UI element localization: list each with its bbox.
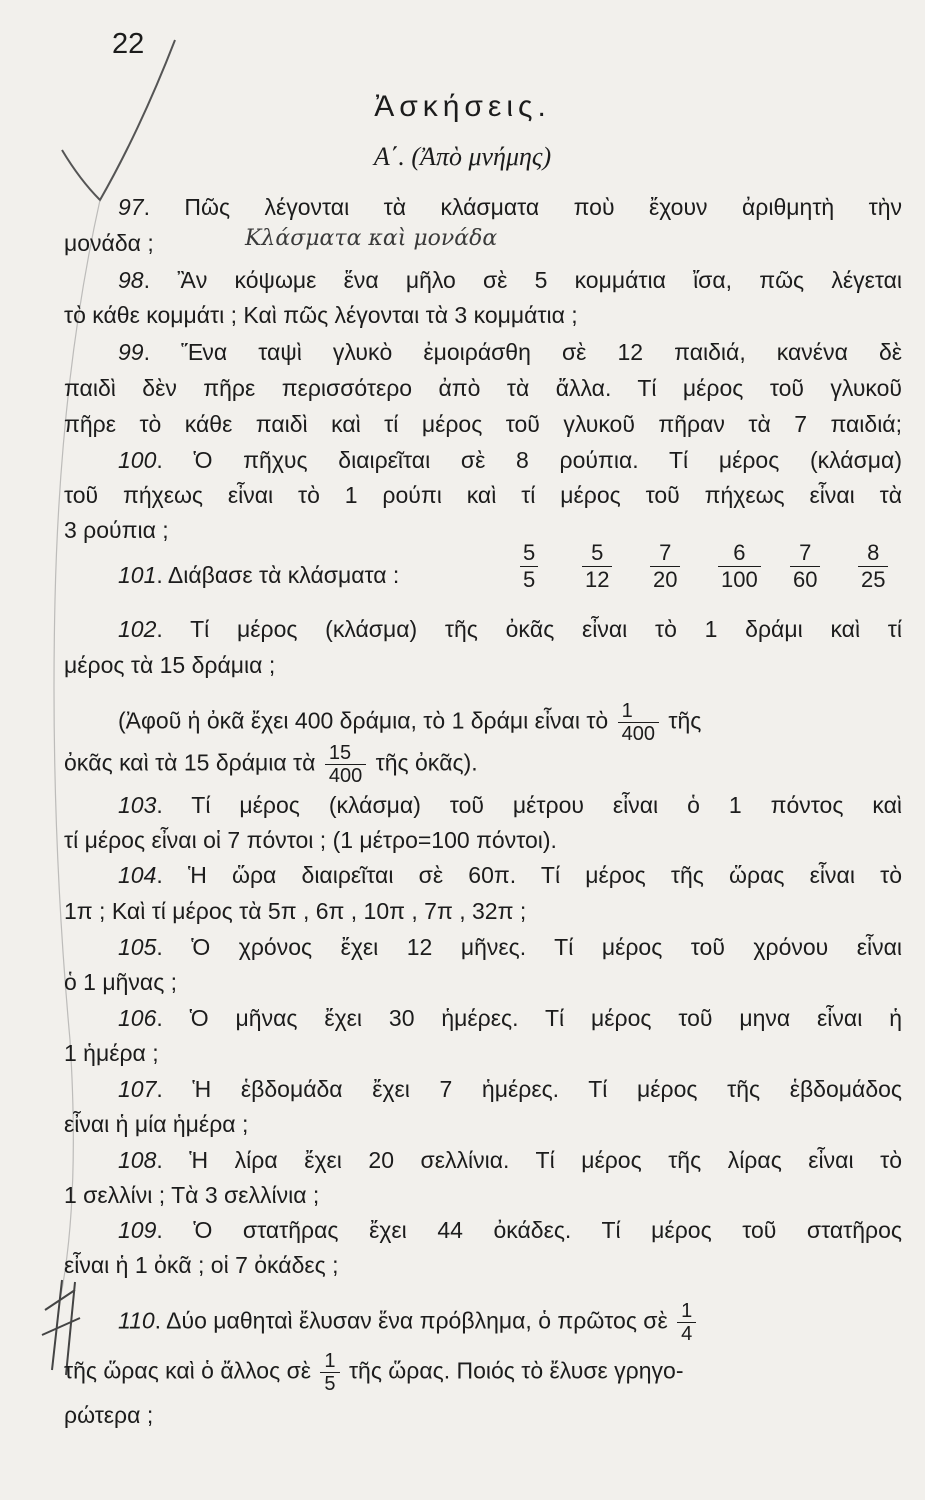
exercise-105-line-1: 105. Ὁ χρόνος ἔχει 12 μῆνες. Τί μέρος τοῦ χρόνου εἶναι <box>118 934 902 960</box>
exercise-102-line-2: μέρος τὰ 15 δράμια ; <box>64 652 276 678</box>
exercise-108-line-2: 1 σελλίνι ; Τὰ 3 σελλίνια ; <box>64 1182 320 1208</box>
exercise-110-line-1: 110. Δύο μαθηταὶ ἔλυσαν ἕνα πρόβλημα, ὁ πρῶτος σὲ $\frac{1}{4}$ <box>118 1300 699 1345</box>
exercise-110-line-3: ρώτερα ; <box>64 1402 154 1428</box>
fraction: $\frac{1}{4}$ <box>677 1300 696 1345</box>
handwritten-note: Κλάσματα καὶ μονάδα <box>245 226 498 251</box>
page-number: 22 <box>112 28 145 60</box>
exercise-108-line-1: 108. Ἡ λίρα ἔχει 20 σελλίνια. Τί μέρος τῆς λίρας εἶναι τὸ <box>118 1147 902 1173</box>
exercise-103-line-1: 103. Τί μέρος (κλάσμα) τοῦ μέτρου εἶναι ὁ 1 πόντος καὶ <box>118 792 902 818</box>
exercise-105-line-2: ὁ 1 μῆνας ; <box>64 969 178 995</box>
exercise-102-line-3: (Ἀφοῦ ἡ ὀκᾶ ἔχει 400 δράμια, τὸ 1 δράμι εἶναι τὸ $\frac{1}{400}$ τῆς <box>118 700 702 745</box>
exercise-107-line-1: 107. Ἡ ἑβδομάδα ἔχει 7 ἡμέρες. Τί μέρος τῆς ἑβδομάδος <box>118 1076 902 1102</box>
exercise-99-line-2: παιδὶ δὲν πῆρε περισσότερο ἀπὸ τὰ ἄλλα. Τί μέρος τοῦ γλυκοῦ <box>64 375 902 401</box>
exercise-103-line-2: τί μέρος εἶναι οἱ 7 πόντοι ; (1 μέτρο=100 πόντοι). <box>64 827 557 853</box>
section-subheading: Α΄. (Ἀπὸ μνήμης) <box>373 142 552 171</box>
exercise-104-line-1: 104. Ἡ ὥρα διαιρεῖται σὲ 60π. Τί μέρος τῆς ὥρας εἶναι τὸ <box>118 862 902 888</box>
fraction: 7 20 <box>650 540 680 593</box>
exercise-100-line-3: 3 ρούπια ; <box>64 517 169 543</box>
exercise-99-line-1: 99. Ἕνα ταψὶ γλυκὸ ἐμοιράσθη σὲ 12 παιδιά, κανένα δὲ <box>118 339 902 365</box>
exercise-98-line-2: τὸ κάθε κομμάτι ; Καὶ πῶς λέγονται τὰ 3 κομμάτια ; <box>64 302 578 328</box>
fraction: 8 25 <box>858 540 888 593</box>
exercise-107-line-2: εἶναι ἡ μία ἡμέρα ; <box>64 1111 249 1137</box>
section-heading: Ἀσκήσεις. <box>374 90 551 123</box>
fraction: $\frac{1}{400}$ <box>618 700 659 745</box>
fraction: $\frac{1}{5}$ <box>320 1350 339 1395</box>
exercise-102-line-4: ὀκᾶς καὶ τὰ 15 δράμια τὰ $\frac{15}{400}$ τῆς ὀκᾶς). <box>64 742 478 787</box>
exercise-101-fractions <box>490 540 910 604</box>
exercise-106-line-2: 1 ἡμέρα ; <box>64 1040 159 1066</box>
fraction: $\frac{15}{400}$ <box>325 742 366 787</box>
fraction: 7 60 <box>790 540 820 593</box>
exercise-99-line-3: πῆρε τὸ κάθε παιδὶ καὶ τί μέρος τοῦ γλυκοῦ πῆραν τὰ 7 παιδιά; <box>64 411 902 437</box>
exercise-97-line-2: μονάδα ; <box>64 230 154 256</box>
exercise-97-line-1: 97. Πῶς λέγονται τὰ κλάσματα ποὺ ἔχουν ἀριθμητὴ τὴν <box>118 194 902 220</box>
exercise-109-line-1: 109. Ὁ στατῆρας ἔχει 44 ὀκάδες. Τί μέρος τοῦ στατῆρος <box>118 1217 902 1243</box>
exercise-106-line-1: 106. Ὁ μῆνας ἔχει 30 ἡμέρες. Τί μέρος τοῦ μηνα εἶναι ἡ <box>118 1005 902 1031</box>
exercise-98-line-1: 98. Ἂν κόψωμε ἕνα μῆλο σὲ 5 κομμάτια ἴσα, πῶς λέγεται <box>118 267 902 293</box>
exercise-101-line-1: 101. Διάβασε τὰ κλάσματα : <box>118 562 400 588</box>
exercise-100-line-2: τοῦ πήχεως εἶναι τὸ 1 ρούπι καὶ τί μέρος τοῦ πήχεως εἶναι τὰ <box>64 482 902 508</box>
exercise-100-line-1: 100. Ὁ πῆχυς διαιρεῖται σὲ 8 ρούπια. Τί μέρος (κλάσμα) <box>118 447 902 473</box>
fraction: 6 100 <box>718 540 761 593</box>
fraction: 5 12 <box>582 540 612 593</box>
fraction: 5 5 <box>520 540 538 593</box>
exercise-104-line-2: 1π ; Καὶ τί μέρος τὰ 5π , 6π , 10π , 7π , 32π ; <box>64 898 527 924</box>
exercise-109-line-2: εἶναι ἡ 1 ὀκᾶ ; οἱ 7 ὀκάδες ; <box>64 1252 339 1278</box>
exercise-102-line-1: 102. Τί μέρος (κλάσμα) τῆς ὀκᾶς εἶναι τὸ 1 δράμι καὶ τί <box>118 616 902 642</box>
exercise-110-line-2: τῆς ὥρας καὶ ὁ ἄλλος σὲ $\frac{1}{5}$ τῆς ὥρας. Ποιός τὸ ἔλυσε γρηγο- <box>64 1350 684 1395</box>
